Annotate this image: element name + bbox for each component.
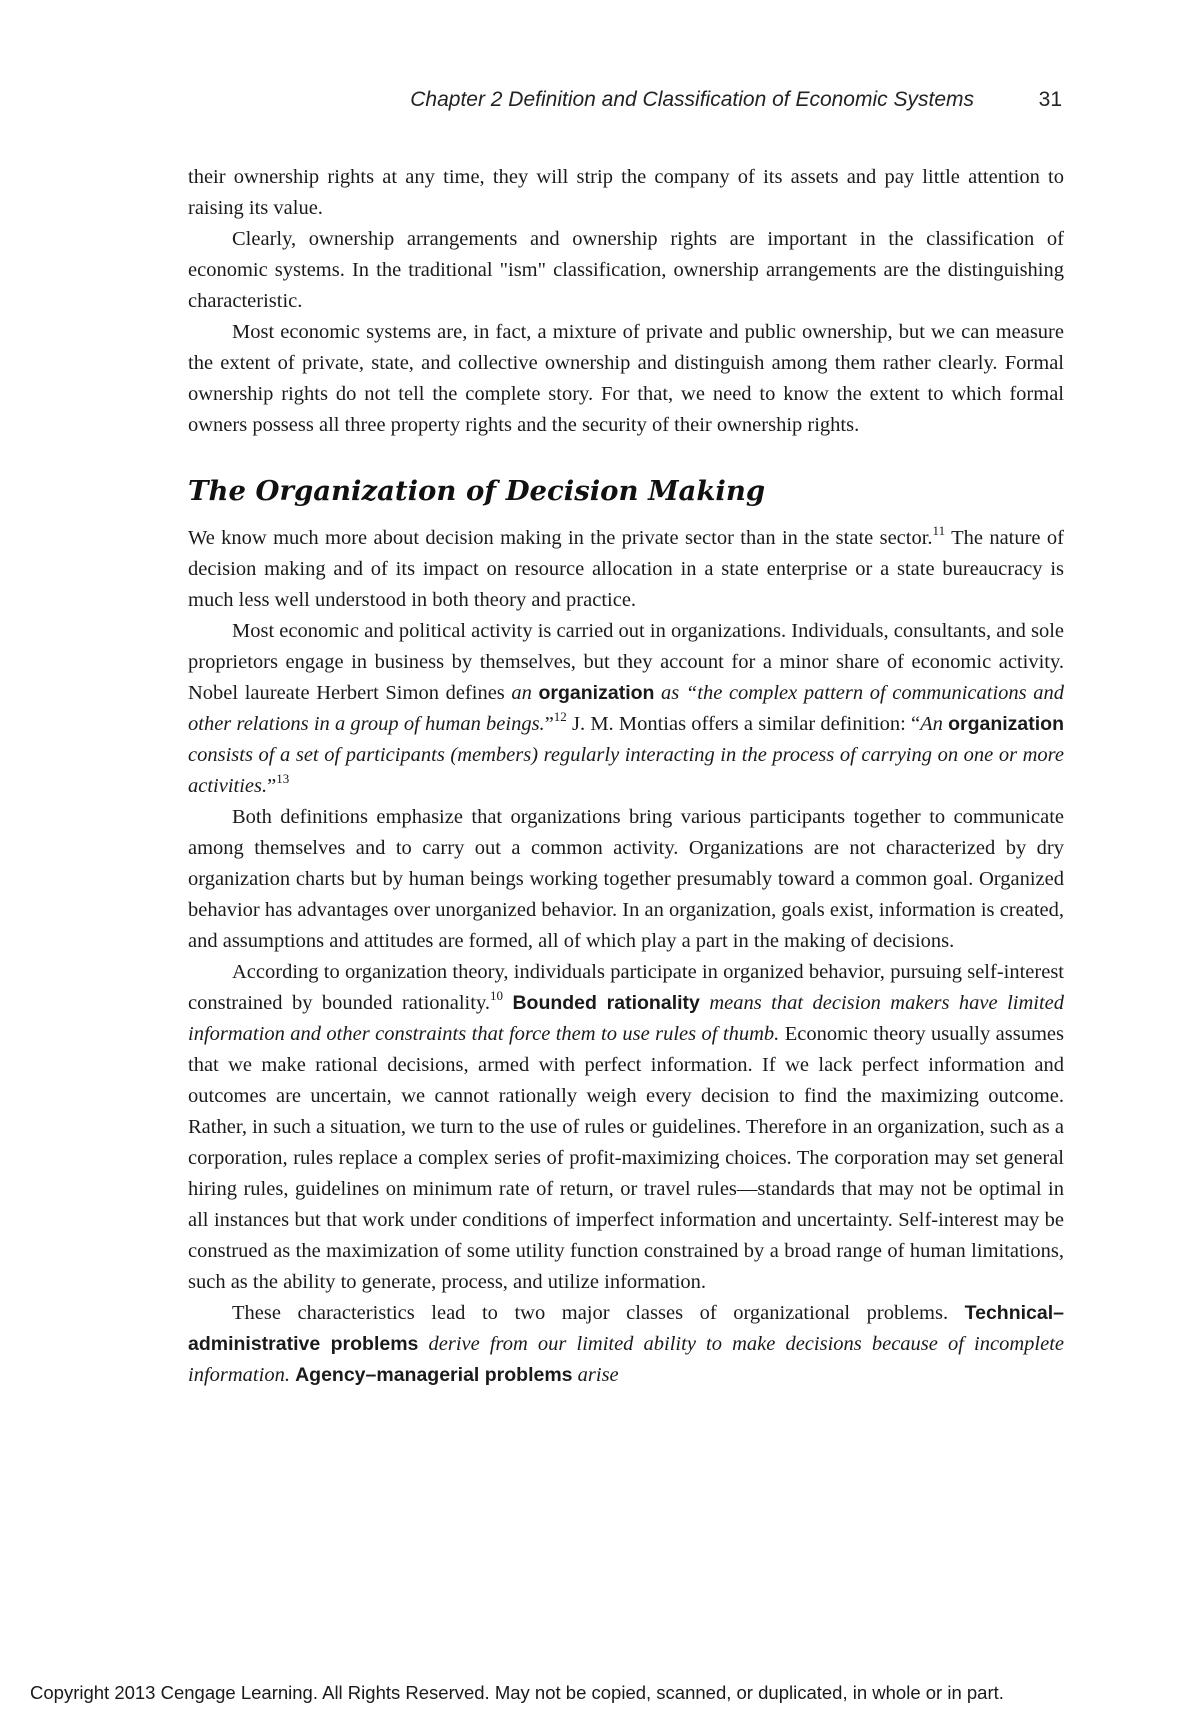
definition-text: as “the complex pattern of communications and other relations in a group of human beings. <box>188 682 1064 735</box>
key-term: Technical–administrative problems <box>188 1302 1064 1355</box>
page-number: 31 <box>1038 88 1062 111</box>
paragraph: Both definitions emphasize that organizations bring various participants together to communicate among themselves and to carry out a common activity. Organizations are not characterized by dry organization charts but by human beings working together presumably toward a common goal. Organized behavior has advantages over unorganized behavior. In an organization, goals exist, information is created, and assumptions and attitudes are formed, all of which play a part in the making of decisions. <box>188 806 1064 952</box>
definition-text: arise <box>572 1364 619 1386</box>
copyright-notice: Copyright 2013 Cengage Learning. All Rights Reserved. May not be copied, scanned, or duplicated, in whole or in part. <box>30 1682 1004 1703</box>
text-run: Most economic and political activity is carried out in organizations. Individuals, consultants, and sole proprietors engage in business by themselves, but they account for a minor share of economic activity. Nobel laureate Herbert Simon defines <box>188 620 1064 704</box>
text-run: ” <box>544 713 554 735</box>
text-run: We know much more about decision making in the private sector than in the state sector. <box>188 527 933 549</box>
paragraph: Most economic systems are, in fact, a mixture of private and public ownership, but we can measure the extent of private, state, and collective ownership and distinguish among them rather clearly. Formal ownership rights do not tell the complete story. For that, we need to know the extent to which formal owners possess all three property rights and the security of their ownership rights. <box>188 321 1064 436</box>
paragraph: their ownership rights at any time, they will strip the company of its assets and pay little attention to raising its value. <box>188 166 1064 219</box>
paragraph: Clearly, ownership arrangements and ownership rights are important in the classification of economic systems. In the traditional "ism" classification, ownership arrangements are the distinguishing characteristic. <box>188 228 1064 312</box>
key-term: Bounded rationality <box>512 992 700 1014</box>
text-run: J. M. Montias offers a similar definition: “ <box>566 713 921 735</box>
paragraph <box>188 523 1064 616</box>
text-run: an <box>511 682 539 704</box>
paragraph <box>188 1298 1064 1391</box>
footnote-ref: 13 <box>276 771 290 786</box>
text-run: ” <box>267 775 277 797</box>
text-run: According to organization theory, individuals participate in organized behavior, pursuing self-interest constrained by bounded rationality. <box>188 961 1064 1014</box>
section-heading: The Organization of Decision Making <box>188 475 766 507</box>
definition-text: means that decision makers have limited information and other constraints that force them to use rules of thumb. <box>188 992 1065 1045</box>
footnote-ref: 12 <box>553 709 567 724</box>
paragraph <box>188 957 1064 1298</box>
key-term: Agency–managerial problems <box>295 1364 573 1386</box>
text-run: An <box>920 713 949 735</box>
definition-text: consists of a set of participants (members) regularly interacting in the process of carrying on one or more activities. <box>188 744 1064 797</box>
paragraph <box>188 616 1064 802</box>
text-run: The nature of decision making and of its impact on resource allocation in a state enterprise or a state bureaucracy is much less well understood in both theory and practice. <box>188 527 1064 611</box>
footnote-ref: 10 <box>490 988 503 1003</box>
key-term: organization <box>948 713 1064 735</box>
footnote-ref: 11 <box>932 523 946 538</box>
running-title: Chapter 2 Definition and Classification of Economic Systems <box>410 88 974 111</box>
page-body <box>188 162 1064 1391</box>
text-run: These characteristics lead to two major classes of organizational problems. <box>232 1302 965 1324</box>
key-term: organization <box>538 682 655 704</box>
definition-text: derive from our limited ability to make decisions because of incomplete information. <box>188 1333 1064 1386</box>
text-run: Economic theory usually assumes that we make rational decisions, armed with perfect information. If we lack perfect information and outcomes are uncertain, we cannot rationally weigh every decision to find the maximizing outcome. Rather, in such a situation, we turn to the use of rules or guidelines. Therefore in an organization, such as a corporation, rules replace a complex series of profit-maximizing choices. The corporation may set general hiring rules, guidelines on minimum rate of return, or travel rules—standards that may not be optimal in all instances but that work under conditions of imperfect information and uncertainty. Self-interest may be construed as the maximization of some utility function constrained by a broad range of human limitations, such as the ability to generate, process, and utilize information. <box>188 1023 1064 1293</box>
